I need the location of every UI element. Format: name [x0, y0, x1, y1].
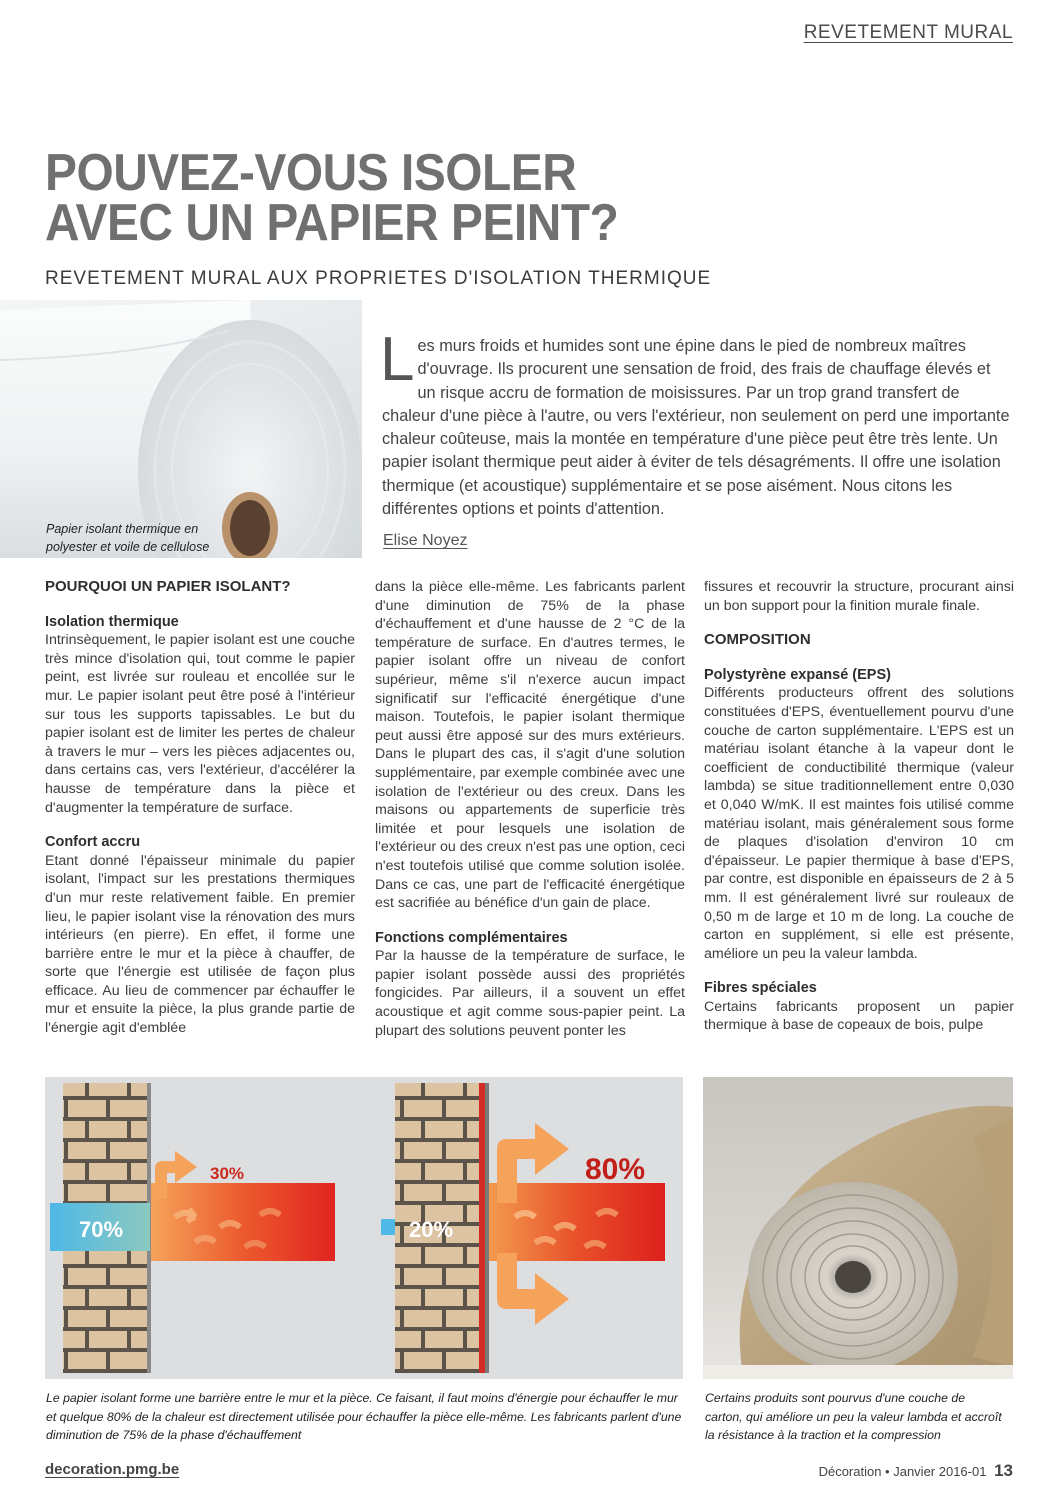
- heat-transfer-diagram: [45, 1077, 683, 1379]
- diagram-left-in: 70%: [79, 1217, 124, 1242]
- cardboard-roll-illustration: [703, 1077, 1013, 1379]
- article-column-1: [45, 578, 355, 1054]
- paragraph-comfort-continued: dans la pièce elle-même. Les fabricants parlent d'une diminution de 75% de la phase d'échauffement et d'une hausse de 2 °C de la température de surface. En d'autres termes, le papier isolant offre un niveau de confort supérieur, même s'il n'exerce aucun impact significatif sur l'efficacité énergétique d'une maison. Toutefois, le papier isolant thermique peut aussi être apposé sur des murs extérieurs. Dans le plupart des cas, il s'agit d'une solution supplémentaire, par exemple combinée avec une isolation de l'extérieur ou des creux. Dans les maisons ou appartements de superficie très limitée et pour lesquels une isolation de l'extérieur ou des creux n'est pas une option, ceci n'est toutefois utilisé que comme solution isolée. Dans ce cas, une part de l'efficacité énergétique est sacrifiée au bénéfice d'un gain de place.: [375, 579, 685, 912]
- paragraph-eps: Différents producteurs offrent des solutions constituées d'EPS, éventuellement pourvu d'une couche de carton supplémentaire. L'EPS est un matériau isolant étanche à la vapeur dont le coefficient de conductibilité thermique (valeur lambda) se situe traditionnellement entre 0,030 et 0,040 W/mK. Il est maintes fois utilisé comme matériau isolant, mais généralement sous forme de plaques d'isolation d'environ 10 cm d'épaisseur. Le papier thermique à base d'EPS, par contre, est disponible en épaisseurs de 2 à 5 mm. Il est généralement livré sur rouleaux de 0,50 m de large et 10 m de long. La couche de carton en supplément, si elle est présente, améliore un peu la valeur lambda.: [704, 685, 1014, 962]
- paragraph-comfort: Etant donné l'épaisseur minimale du papier isolant, l'impact sur les prestations thermiques d'un mur reste relativement faible. En premier lieu, le papier isolant vise la rénovation des murs intérieurs (en pierre). En effet, il forme une barrière entre le mur et la pièce à chauffer, de sorte que l'énergie est utilisée de façon plus efficace. Au lieu de commencer par échauffer le mur et ensuite la pièce, la plus grande partie de l'énergie agit d'emblée: [45, 852, 355, 1037]
- top-image-caption-line-1: Papier isolant thermique en: [46, 522, 199, 536]
- diagram-right-in: 20%: [409, 1217, 454, 1242]
- intro-dropcap: L: [380, 325, 415, 394]
- cardboard-roll-photo: [703, 1077, 1013, 1379]
- page-title: [45, 144, 781, 252]
- paragraph-functions-continued: fissures et recouvrir la structure, procurant ainsi un bon support pour la finition murale finale.: [704, 579, 1014, 614]
- title-line-2: AVEC UN PAPIER PEINT?: [45, 194, 619, 252]
- paragraph-complementary-functions: Par la hausse de la température de surface, le papier isolant possède aussi des propriétés fongicides. Par ailleurs, il a souvent un effet acoustique et agit comme sous-papier peint. La plupart des solutions peuvent ponter les: [375, 948, 685, 1039]
- diagram-left-out: 30%: [210, 1164, 245, 1183]
- diagram-right-out: 80%: [585, 1153, 646, 1186]
- subtitle: REVETEMENT MURAL AUX PROPRIETES D'ISOLATION THERMIQUE: [45, 268, 712, 289]
- intro-paragraph: [380, 325, 1012, 521]
- paragraph-thermal-insulation: Intrinsèquement, le papier isolant est une couche très mince d'isolation qui, tout comme le papier peint, est livrée sur rouleau et encollée sur le mur. Le papier isolant peut être posé à l'intérieur sur tous les supports tapissables. Le but du papier isolant est de limiter les pertes de chaleur à travers le mur – vers les pièces adjacentes ou, dans certains cas, vers l'extérieur, d'accélérer la hausse de température dans la pièce et d'augmenter la température de surface.: [45, 632, 355, 816]
- subheading-thermal-insulation: Isolation thermique: [45, 613, 179, 630]
- section-heading-why: POURQUOI UN PAPIER ISOLANT?: [45, 578, 291, 595]
- intro-text: es murs froids et humides sont une épine dans le pied de nombreux maîtres d'ouvrage. Ils procurent une sensation de froid, des frais de chauffage élevés et un risque accru de formation de moisissures. Par un trop grand transfert de chaleur d'une pièce à l'autre, ou vers l'extérieur, non seulement on perd une importante chaleur coûteuse, mais la montée en température d'une pièce peut être très lente. Un papier isolant thermique peut aider à éviter de tels désagréments. Il offre une isolation thermique (et acoustique) supplémentaire et se pose aisément. Nous citons les différentes options et points d'attention.: [382, 337, 1010, 519]
- subheading-complementary-functions: Fonctions complémentaires: [375, 929, 568, 946]
- cardboard-roll-caption: Certains produits sont pourvus d'une couche de carton, qui améliore un peu la valeur lambda et accroît la résistance à la traction et la compression: [705, 1391, 1002, 1442]
- paragraph-special-fibres: Certains fabricants proposent un papier thermique à base de copeaux de bois, pulpe: [704, 998, 1014, 1034]
- footer-magazine: Décoration • Janvier 2016-01: [818, 1464, 987, 1479]
- subheading-eps: Polystyrène expansé (EPS): [704, 666, 891, 683]
- footer-publication: [819, 1461, 1013, 1481]
- page-number: 13: [994, 1461, 1013, 1480]
- heat-transfer-illustration: [45, 1077, 683, 1379]
- top-image-caption: [46, 520, 209, 556]
- article-column-3: [704, 578, 1014, 1051]
- top-image-caption-line-2: polyester et voile de cellulose: [46, 540, 210, 554]
- section-tag: REVETEMENT MURAL: [803, 22, 1013, 43]
- title-line-1: POUVEZ-VOUS ISOLER: [45, 144, 577, 202]
- article-column-2: [375, 578, 685, 1056]
- author-name: Elise Noyez: [383, 532, 468, 549]
- subheading-special-fibres: Fibres spéciales: [704, 980, 817, 997]
- diagram-caption: Le papier isolant forme une barrière entre le mur et la pièce. Ce faisant, il faut moins d'énergie pour échauffer le mur et quelque 80% de la chaleur est directement utilisée pour échauffer la pièce elle-même. Les fabricants parlent d'une diminution de 75% de la phase d'échauffement: [46, 1391, 682, 1442]
- section-heading-composition: COMPOSITION: [704, 631, 811, 649]
- footer-website-link[interactable]: decoration.pmg.be: [45, 1461, 180, 1478]
- subheading-comfort: Confort accru: [45, 834, 141, 851]
